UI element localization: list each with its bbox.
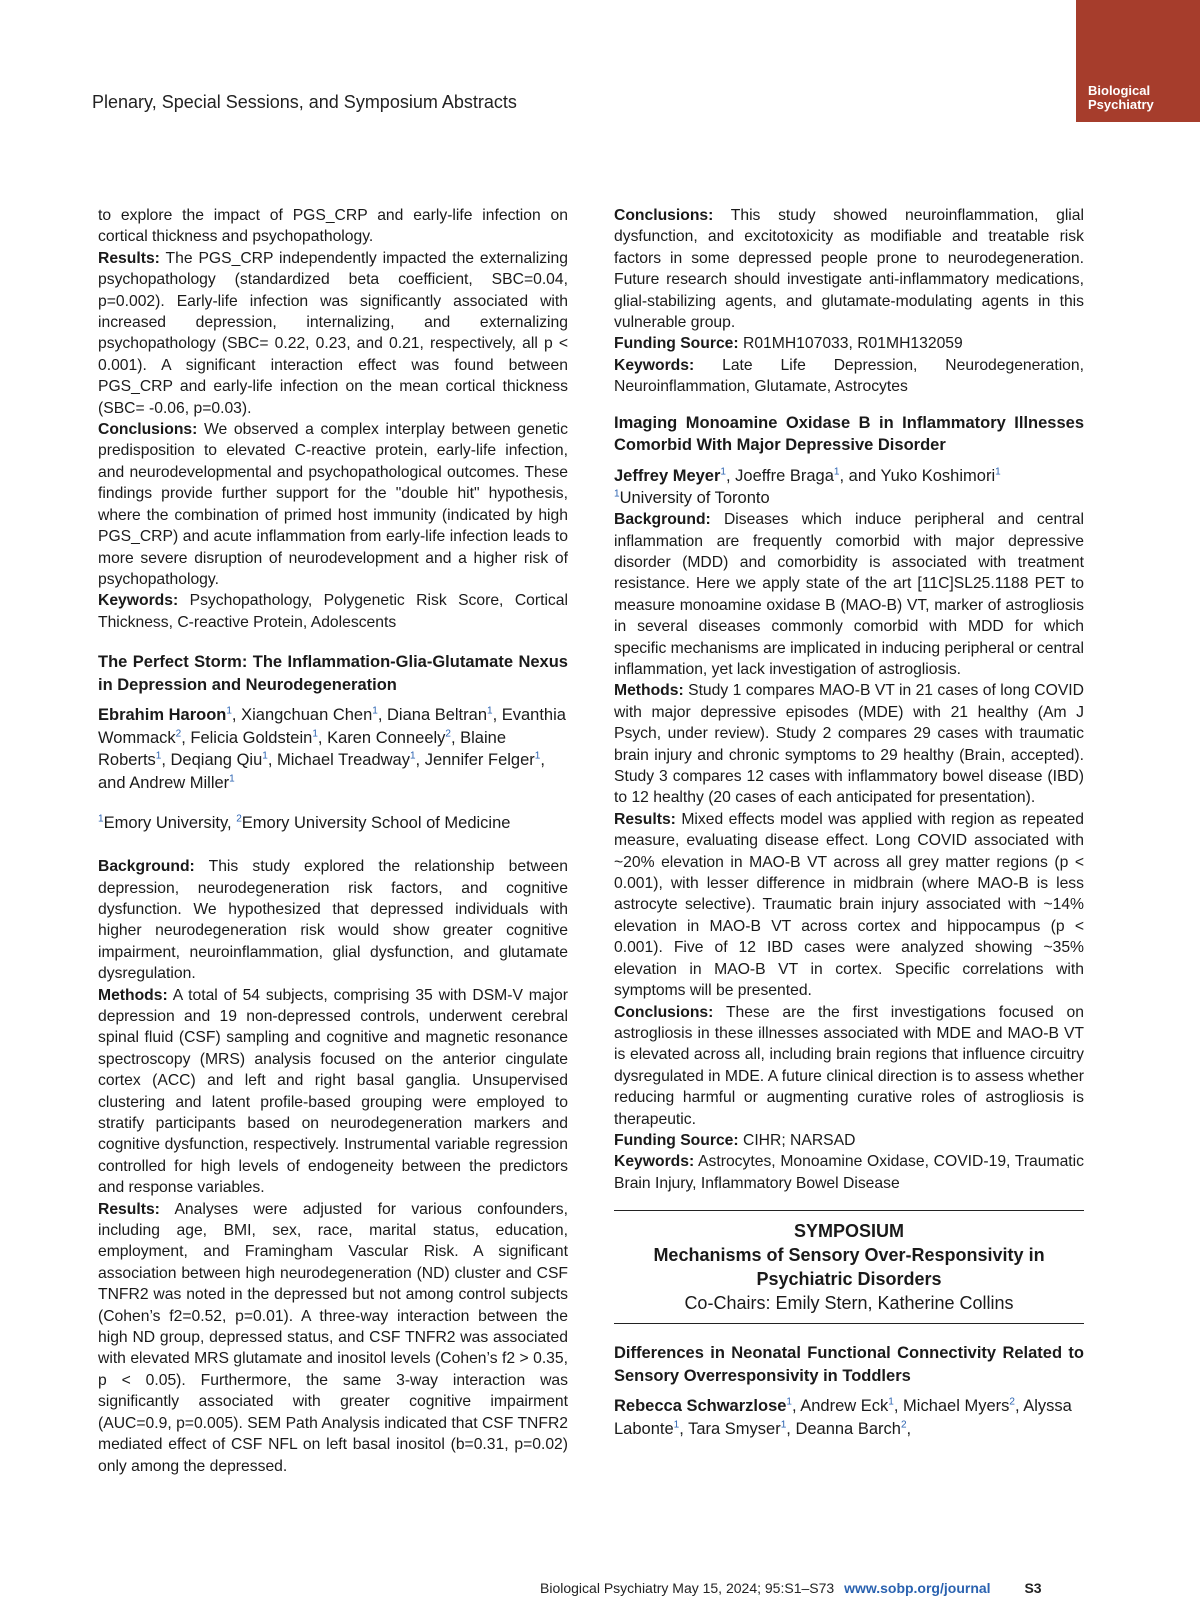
keywords-paragraph xyxy=(614,1151,1084,1194)
and-word: and xyxy=(848,466,877,485)
methods-label: Methods: xyxy=(98,986,168,1004)
conclusions-label: Conclusions: xyxy=(614,207,714,224)
author: Tara Smyser xyxy=(688,1419,781,1438)
conclusions-label: Conclusions: xyxy=(614,1003,714,1021)
keywords-text: Psychopathology, Polygenetic Risk Score, Cortical Thickness, C-reactive Protein, Adolescents xyxy=(98,592,568,631)
abstract-title: Imaging Monoamine Oxidase B in Inflammatory Illnesses Comorbid With Major Depressive Disorder xyxy=(614,413,1084,455)
journal-tab-line2: Psychiatry xyxy=(1088,97,1154,112)
author: Joeffre Braga xyxy=(735,466,834,485)
running-title: Plenary, Special Sessions, and Symposium Abstracts xyxy=(92,92,517,112)
conclusions-text: These are the first investigations focused on astrogliosis in these illnesses associated with MDE and MAO-B VT is elevated across all, including brain regions that influence circuitry dysregulated in MDE. A future clinical direction is to assess whether reducing harmful or augmenting curative roles of astrogliosis is therapeutic. xyxy=(614,1003,1084,1128)
symposium-heading: SYMPOSIUM xyxy=(793,1221,904,1242)
keywords-label: Keywords: xyxy=(614,1153,695,1171)
author-list: Ebrahim Haroon$^1$, Xiangchuan Chen$^1$, Diana Beltran$^1$, Evanthia Wommack$^2$, Felicia Goldstein$^1$, Karen Conneely$^2$, Blaine Roberts$^1$, Deqiang Qiu$^1$, Michael Treadway$^1$, Jennifer Felger$^1$, and Andrew Miller$^1$ xyxy=(98,705,566,792)
right-column xyxy=(614,205,1084,1440)
funding-text: R01MH107033, R01MH132059 xyxy=(738,335,963,353)
author: Andrew Miller xyxy=(129,773,230,792)
funding-paragraph xyxy=(614,1130,1084,1151)
citation: Biological Psychiatry May 15, 2024; 95:S1–S73 xyxy=(540,1580,835,1596)
affiliation-2: Emory University School of Medicine xyxy=(241,814,511,833)
keywords-text: Astrocytes, Monoamine Oxidase, COVID-19, Traumatic Brain Injury, Inflammatory Bowel Disease xyxy=(614,1153,1084,1192)
methods-paragraph xyxy=(98,985,568,1199)
results-text: The PGS_CRP independently impacted the externalizing psychopathology (standardized beta coefficient, SBC=0.04, p=0.002). Early-life infection was significantly associated with increased depression, internalizing, and externalizing psychopathology (SBC= 0.22, 0.23, and 0.21, respectively, all p < 0.001). A significant interaction effect was found between PGS_CRP and early-life infection on the mean cortical thickness (SBC= -0.06, p=0.03). xyxy=(98,249,568,417)
symposium-box xyxy=(614,1210,1084,1324)
methods-text: Study 1 compares MAO-B VT in 21 cases of long COVID with major depressive episodes (MDE) with 21 healthy (Am J Psych, under review). Study 2 compares 29 cases with traumatic brain injury and chronic symptoms to 29 healthy (Brain, accepted). Study 3 compares 12 cases with inflammatory bowel disease (IBD) to 12 healthy (20 cases of each anticipated for presentation). xyxy=(614,682,1084,807)
author-list: Rebecca Schwarzlose$^1$, Andrew Eck$^1$, Michael Myers$^2$, Alyssa Labonte$^1$, Tara Smyser$^1$, Deanna Barch$^2$, xyxy=(614,1396,1072,1438)
keywords-text: Late Life Depression, Neurodegeneration, Neuroinflammation, Glutamate, Astrocytes xyxy=(614,356,1084,396)
journal-tab xyxy=(1076,0,1200,122)
background-label: Background: xyxy=(614,511,711,529)
author: Diana Beltran xyxy=(387,706,487,725)
first-author: Rebecca Schwarzlose xyxy=(614,1397,787,1416)
funding-text: CIHR; NARSAD xyxy=(738,1131,856,1149)
results-text: Analyses were adjusted for various confounders, including age, BMI, sex, race, marital status, education, employment, and Framingham Vascular Risk. A significant association between high neurodegeneration (ND) cluster and CSF TNFR2 was noted in the depressed but not among control subjects (Cohen’s f2=0.52, p=0.01). A three-way interaction between the high ND group, depressed status, and CSF TNFR2 was associated with elevated MRS glutamate and inositol levels (Cohen’s f2 > 0.35, p < 0.05). Furthermore, the same 3-way interaction was significantly associated with greater cognitive impairment (AUC=0.9, p=0.005). SEM Path Analysis indicated that CSF TNFR2 mediated effect of CSF NFL on left basal inositol (b=0.31, p=0.02) only among the depressed. xyxy=(98,1200,568,1475)
methods-text: A total of 54 subjects, comprising 35 with DSM-V major depression and 19 non-depressed controls, underwent cerebral spinal fluid (CSF) sampling and cognitive and magnetic resonance spectroscopy (MRS) analysis focused on the anterior cingulate cortex (ACC) and left and right basal ganglia. Unsupervised clustering and latent profile-based grouping were employed to stratify participants based on neurodegeneration markers and cognitive dysfunction, respectively. Instrumental variable regression controlled for high levels of endogeneity between the predictors and response variables. xyxy=(98,986,568,1197)
background-text: This study explored the relationship between depression, neurodegeneration risk factors, and cognitive dysfunction. We hypothesized that depressed individuals with higher neurodegeneration risk would show greater cognitive impairment, neuroinflammation, glial dysfunction, and glutamate dysregulation. xyxy=(98,858,568,983)
symposium-title: Mechanisms of Sensory Over-Responsivity in Psychiatric Disorders xyxy=(653,1245,1045,1290)
and-word: and xyxy=(98,773,126,792)
author: Blaine Roberts xyxy=(98,728,507,770)
symposium-chairs: Co-Chairs: Emily Stern, Katherine Collins xyxy=(684,1293,1014,1314)
author: Michael Myers xyxy=(903,1397,1010,1416)
keywords-label: Keywords: xyxy=(614,356,695,374)
results-label: Results: xyxy=(98,1200,160,1218)
abstract-title: Differences in Neonatal Functional Connectivity Related to Sensory Overresponsivity in Toddlers xyxy=(614,1344,1084,1385)
author-list: Jeffrey Meyer$^1$, Joeffre Braga$^1$, and Yuko Koshimori$^1$ xyxy=(614,466,1001,485)
author: Xiangchuan Chen xyxy=(241,706,373,725)
author: Yuko Koshimori xyxy=(880,466,996,485)
conclusions-text: We observed a complex interplay between genetic predisposition to elevated C-reactive protein, early-life infection, and neurodevelopmental and psychopathological outcomes. These findings provide further support for the "double hit" hypothesis, where the combination of primed host immunity (indicated by high PGS_CRP) and acute inflammation from early-life infection leads to more severe disruption of neurodevelopment and a higher risk of psychopathology. xyxy=(98,421,568,588)
author: Jennifer Felger xyxy=(424,751,535,770)
left-column xyxy=(98,205,568,1477)
affiliations: $^1$University of Toronto xyxy=(614,488,770,508)
keywords-paragraph xyxy=(614,355,1084,398)
methods-paragraph xyxy=(614,680,1084,808)
methods-label: Methods: xyxy=(614,682,684,700)
abstract-title: The Perfect Storm: The Inflammation-Glia-Glutamate Nexus in Depression and Neurodegeneration xyxy=(98,653,568,694)
background-label: Background: xyxy=(98,858,195,876)
author: Michael Treadway xyxy=(276,751,410,770)
conclusions-text: This study showed neuroinflammation, glial dysfunction, and excitotoxicity as modifiable and treatable risk factors in some depressed people prone to neurodegeneration. Future research should investigate anti-inflammatory medications, glial-stabilizing agents, and glutamate-modulating agents in this vulnerable group. xyxy=(614,207,1084,332)
results-paragraph xyxy=(98,1199,568,1477)
affiliation-1: Emory University, xyxy=(103,814,237,833)
journal-link[interactable]: www.sobp.org/journal xyxy=(844,1580,991,1596)
conclusions-paragraph xyxy=(98,419,568,590)
author: Andrew Eck xyxy=(800,1397,889,1416)
results-paragraph xyxy=(98,248,568,419)
results-label: Results: xyxy=(614,810,676,828)
journal-tab-line1: Biological xyxy=(1088,83,1151,98)
keywords-label: Keywords: xyxy=(98,592,179,610)
continued-text: to explore the impact of PGS_CRP and early-life infection on cortical thickness and psychopathology. xyxy=(98,207,568,246)
conclusions-label: Conclusions: xyxy=(98,421,198,439)
author: Karen Conneely xyxy=(327,728,446,747)
results-label: Results: xyxy=(98,249,160,267)
conclusions-paragraph xyxy=(614,205,1084,333)
funding-label: Funding Source: xyxy=(614,335,739,353)
page-number: S3 xyxy=(1024,1580,1042,1596)
affiliations: $^1$Emory University, $^2$Emory University School of Medicine xyxy=(98,813,511,833)
author: Alyssa Labonte xyxy=(614,1397,1072,1438)
first-author: Ebrahim Haroon xyxy=(98,706,227,725)
results-paragraph xyxy=(614,809,1084,1002)
author: Evanthia Wommack xyxy=(98,706,566,747)
results-text: Mixed effects model was applied with region as repeated measure, evaluating disease effect. Long COVID associated with ~20% elevation in MAO-B VT across all grey matter regions (p < 0.001), with lesser difference in midbrain (where MAO-B is less astrocyte selective). Traumatic brain injury associated with ~14% elevation in MAO-B VT across cortex and hippocampus (p < 0.001). Five of 12 IBD cases were analyzed showing ~35% elevation in MAO-B VT in cortex. Specific correlations with symptoms will be presented. xyxy=(614,810,1084,1000)
author: Felicia Goldstein xyxy=(190,728,313,747)
author: Deanna Barch xyxy=(795,1419,901,1438)
conclusions-paragraph xyxy=(614,1002,1084,1130)
funding-label: Funding Source: xyxy=(614,1131,739,1149)
background-text: Diseases which induce peripheral and central inflammation are frequently comorbid with major depressive disorder (MDD) and comorbidity is associated with treatment resistance. Here we apply state of the art [11C]SL25.1188 PET to measure monoamine oxidase B (MAO-B) VT, marker of astrogliosis in several diseases commonly comorbid with MDD for which specific mechanisms are implicated in inducing peripheral or central inflammation, yet lack investigation of astrogliosis. xyxy=(614,511,1084,678)
author: Deqiang Qiu xyxy=(170,751,263,770)
first-author: Jeffrey Meyer xyxy=(614,466,721,485)
keywords-paragraph xyxy=(98,590,568,633)
background-paragraph xyxy=(98,856,568,984)
background-paragraph xyxy=(614,509,1084,680)
affiliation-1: University of Toronto xyxy=(619,489,770,508)
funding-paragraph xyxy=(614,333,1084,354)
page-footer xyxy=(540,1580,1042,1596)
